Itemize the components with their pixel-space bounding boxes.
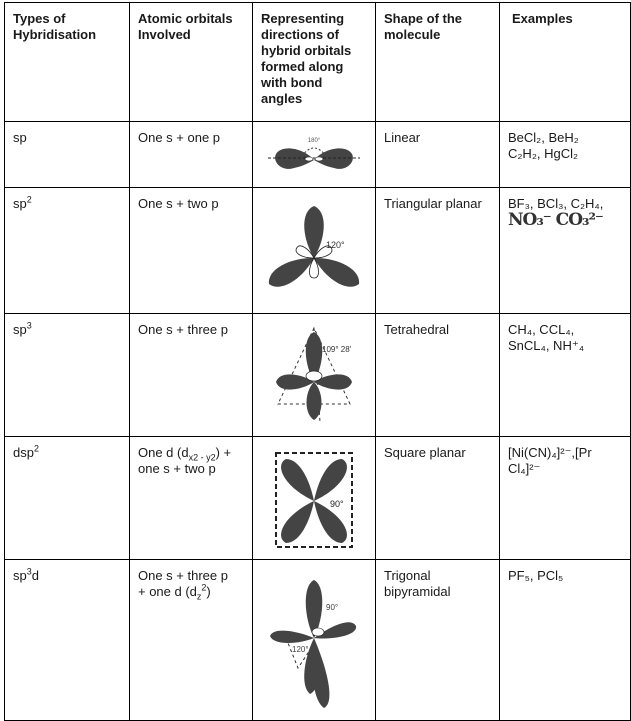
- figure-cell: [253, 188, 376, 314]
- header-row: [5, 3, 631, 122]
- table-row: [5, 314, 631, 437]
- shape-cell: Linear: [376, 122, 500, 188]
- sp3-tetrahedral-orbital-diagram-icon: [264, 322, 364, 432]
- dsp2-square-planar-orbital-diagram-icon: [264, 445, 364, 555]
- type-cell: $sp^3$: [5, 314, 130, 437]
- sp-linear-orbital-diagram-icon: [264, 130, 364, 182]
- shape-cell: Square planar: [376, 437, 500, 560]
- orbitals-cell: One s + one p: [130, 122, 253, 188]
- table-row: [5, 437, 631, 560]
- svg-text:120°: 120°: [326, 240, 345, 250]
- svg-text:120°: 120°: [292, 645, 309, 654]
- figure-cell: [253, 314, 376, 437]
- table-row: [5, 122, 631, 188]
- orbitals-cell: One s + two p: [130, 188, 253, 314]
- header-shape: Shape of the molecule: [376, 3, 500, 122]
- header-directions: Representing directions of hybrid orbitals formed along with bond angles: [253, 3, 376, 122]
- shape-cell: Triangular planar: [376, 188, 500, 314]
- figure-cell: [253, 560, 376, 721]
- shape-cell: Tetrahedral: [376, 314, 500, 437]
- orbitals-cell: One s + three p + one d $(d_z^2)$: [130, 560, 253, 721]
- sp3d-trigonal-bipyramidal-orbital-diagram-icon: [264, 568, 364, 716]
- header-type: Types of Hybridisation: [5, 3, 130, 122]
- header-orbitals: Atomic orbitals Involved: [130, 3, 253, 122]
- table-row: [5, 188, 631, 314]
- type-label: sp: [13, 130, 27, 145]
- svg-text:90°: 90°: [330, 499, 344, 509]
- type-cell: $sp^2$: [5, 188, 130, 314]
- examples-cell: BeCl₂, BeH₂ C₂H₂, HgCl₂: [500, 122, 631, 188]
- examples-cell: CH₄, CCL₄, SnCL₄, NH⁺₄: [500, 314, 631, 437]
- table-row: [5, 560, 631, 721]
- header-examples: Examples: [500, 3, 631, 122]
- figure-cell: [253, 437, 376, 560]
- orbitals-cell: One s + three p: [130, 314, 253, 437]
- svg-text:109° 28': 109° 28': [322, 345, 352, 354]
- hybridisation-table: [4, 2, 631, 721]
- svg-text:180°: 180°: [307, 138, 321, 144]
- sp2-trigonal-orbital-diagram-icon: [264, 196, 364, 308]
- examples-cell: PF₅, PCl₅: [500, 560, 631, 721]
- examples-cell: [Ni(CN)₄]²⁻,[Pr Cl₄]²⁻: [500, 437, 631, 560]
- figure-cell: [253, 122, 376, 188]
- shape-cell: Trigonal bipyramidal: [376, 560, 500, 721]
- type-cell: [5, 122, 130, 188]
- svg-text:90°: 90°: [326, 603, 339, 612]
- orbitals-cell: One d $(d_{x2 - y2})$ + one s + two p: [130, 437, 253, 560]
- type-cell: $sp^3d$: [5, 560, 130, 721]
- examples-cell: BF₃, BCl₃, C₂H₄, NO₃⁻ CO₃²⁻: [500, 188, 631, 314]
- type-cell: dsp$^2$: [5, 437, 130, 560]
